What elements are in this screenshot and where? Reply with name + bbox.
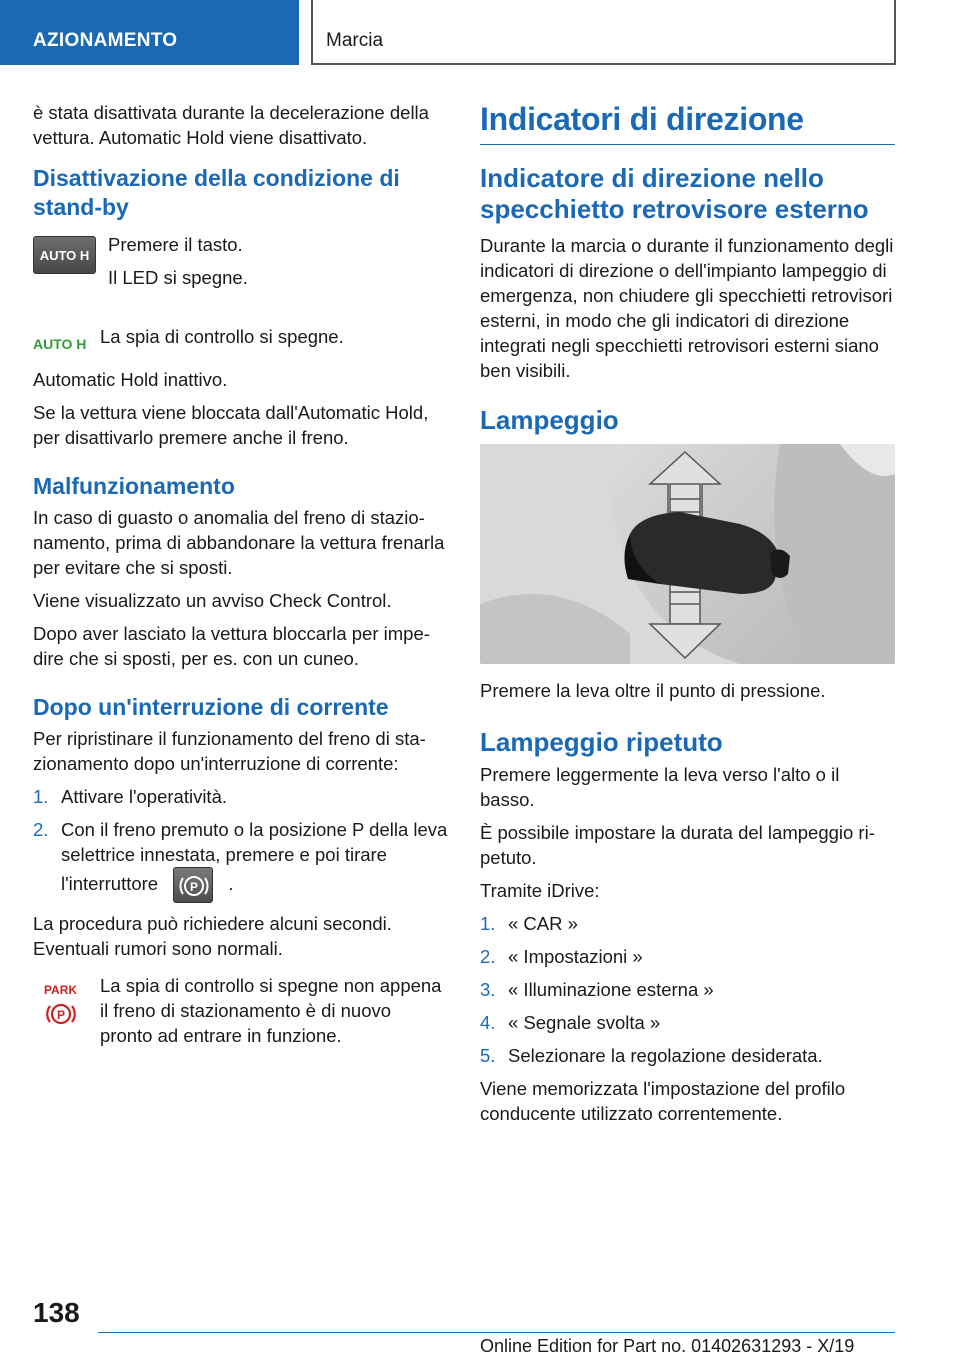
- autoh-indicator-icon: AUTO H: [33, 336, 87, 352]
- malfunction-text-1: In caso di guasto o anomalia del freno di stazionamento, prima di abbandonare la vettura frenarla per evitare che si sposti.: [33, 507, 445, 578]
- autoh-button-icon: AUTO H: [33, 236, 96, 274]
- chapter-box: [311, 0, 896, 65]
- step-text: « Segnale svolta »: [508, 1012, 661, 1033]
- park-lamp-text: La spia di controllo si spegne non appena il freno di stazionamento è di nuovo pronto ad entrare in funzione.: [100, 975, 442, 1046]
- led-off-text: Il LED si spegne.: [108, 267, 248, 288]
- power-intro-text: Per ripristinare il funzionamento del freno di stazionamento dopo un'interruzione di corrente:: [33, 728, 426, 774]
- park-indicator-icon: [33, 983, 88, 1056]
- section-title: AZIONAMENTO: [33, 30, 178, 51]
- lamp-off-text: La spia di controllo si spegne.: [100, 326, 344, 347]
- step-number: 2.: [480, 946, 496, 967]
- park-label: PARK: [43, 983, 78, 997]
- standby-heading: Disattivazione della condizione di stand-by: [33, 165, 400, 220]
- repeat-flash-heading: Lampeggio ripetuto: [480, 727, 723, 757]
- list-item: [480, 911, 895, 936]
- autoh-lamp-row: [33, 314, 448, 357]
- left-column: [33, 100, 448, 1066]
- list-item: [480, 1010, 895, 1035]
- memory-note-text: Viene memorizzata l'impostazione del profilo conducente utilizzato correntemente.: [480, 1078, 846, 1124]
- list-item: [33, 784, 448, 809]
- parking-brake-switch-icon: [173, 867, 213, 903]
- mirror-signal-heading: Indicatore di direzione nello specchietto retrovisore esterno: [480, 163, 869, 224]
- press-key-text: Premere il tasto.: [108, 234, 243, 255]
- malfunction-heading: Malfunzionamento: [33, 473, 235, 499]
- edition-text: Online Edition for Part no. 01402631293 - X/19: [480, 1336, 855, 1356]
- svg-text:P: P: [190, 880, 199, 894]
- right-column: [480, 100, 895, 1134]
- chapter-title: Marcia: [326, 30, 384, 51]
- locked-note-text: Se la vettura viene bloccata dall'Automatic Hold, per disattivarlo premere anche il freno.: [33, 402, 429, 448]
- list-item: [480, 1043, 895, 1068]
- flash-heading: Lampeggio: [480, 405, 619, 435]
- repeat-text-3: Tramite iDrive:: [480, 880, 600, 901]
- step-number: 5.: [480, 1045, 496, 1066]
- flash-caption-text: Premere la leva oltre il punto di pressione.: [480, 680, 826, 701]
- procedure-note-text: La procedura può richiedere alcuni secondi. Eventuali rumori sono normali.: [33, 913, 392, 959]
- step-text: Selezionare la regolazione desiderata.: [508, 1045, 823, 1066]
- repeat-text-2: È possibile impostare la durata del lampeggio ripetuto.: [480, 822, 875, 868]
- step-text: Attivare l'operatività.: [61, 786, 227, 807]
- step-number: 2.: [33, 819, 49, 840]
- repeat-text-1: Premere leggermente la leva verso l'alto o il basso.: [480, 764, 840, 810]
- list-item: [480, 977, 895, 1002]
- step-suffix: .: [228, 872, 234, 894]
- step-number: 4.: [480, 1012, 496, 1033]
- step-text: « CAR »: [508, 913, 578, 934]
- footer-divider: [98, 1332, 895, 1333]
- svg-text:P: P: [56, 1008, 65, 1022]
- hold-inactive-text: Automatic Hold inattivo.: [33, 369, 228, 390]
- turn-signal-lever-illustration: [480, 444, 895, 664]
- power-heading: Dopo un'interruzione di corrente: [33, 694, 389, 720]
- turn-signals-heading: Indicatori di direzione: [480, 100, 895, 145]
- mirror-signal-text: Durante la marcia o durante il funzionamento degli indicatori di direzione o dell'impianto lampeggio di emergenza, non chiudere gli specchietti retrovisori esterni, in modo che gli indicatori di direzione integrati negli specchietti retrovisori esterni siano ben visibili.: [480, 235, 894, 381]
- autoh-button-row: [33, 232, 448, 298]
- page-number: 138: [33, 1297, 80, 1328]
- intro-text: è stata disattivata durante la decelerazione della vettura. Automatic Hold viene disattivato.: [33, 102, 429, 148]
- step-text: « Illuminazione esterna »: [508, 979, 714, 1000]
- malfunction-text-2: Viene visualizzato un avviso Check Control.: [33, 590, 392, 611]
- list-item: [480, 944, 895, 969]
- step-text: « Impostazioni »: [508, 946, 643, 967]
- idrive-steps-list: [480, 911, 895, 1068]
- malfunction-text-3: Dopo aver lasciato la vettura bloccarla per impedire che si sposti, per es. con un cuneo.: [33, 623, 430, 669]
- step-number: 3.: [480, 979, 496, 1000]
- park-lamp-row: [33, 973, 448, 1056]
- list-item: [33, 817, 448, 903]
- step-number: 1.: [480, 913, 496, 934]
- section-tab: [0, 0, 299, 65]
- step-number: 1.: [33, 786, 49, 807]
- step-text: Con il freno premuto o la posizione P della leva selettrice innestata, premere e poi tirare l'interruttore: [61, 819, 448, 894]
- power-steps-list: [33, 784, 448, 903]
